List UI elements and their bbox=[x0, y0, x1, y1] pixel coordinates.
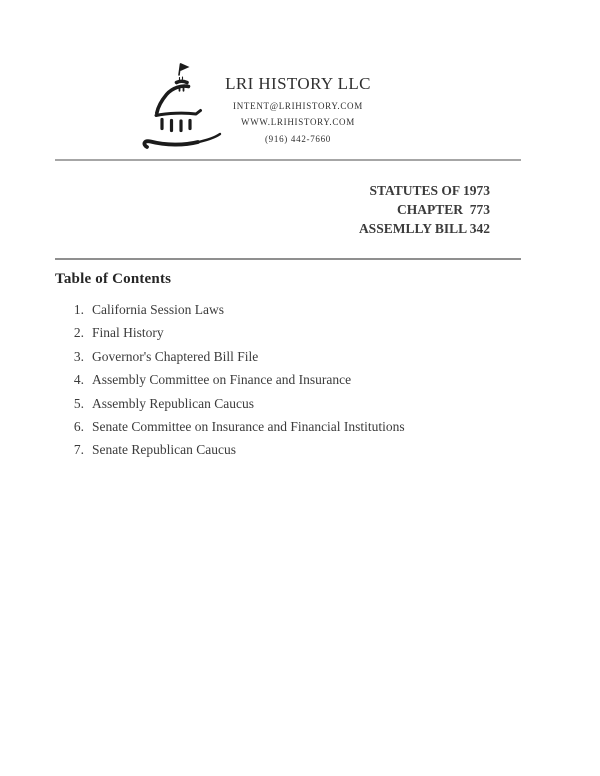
toc-item bbox=[68, 372, 405, 388]
toc-item bbox=[68, 396, 405, 412]
toc-item-number: 4. bbox=[73, 372, 84, 388]
toc-item-number: 5. bbox=[73, 395, 84, 411]
statute-chapter-line: CHAPTER 773 bbox=[396, 202, 490, 217]
toc-item-label: California Session Laws bbox=[92, 302, 224, 317]
toc-item bbox=[68, 302, 405, 318]
toc-list bbox=[68, 302, 405, 466]
letterhead-text bbox=[224, 74, 372, 144]
capitol-dome-logo-icon bbox=[136, 58, 222, 152]
toc-item-number: 1. bbox=[73, 302, 84, 317]
toc-item-label: Final History bbox=[92, 325, 164, 341]
statute-year-line: STATUTES OF 1973 bbox=[369, 183, 490, 198]
toc-item bbox=[68, 325, 405, 341]
contact-phone: (916) 442-7660 bbox=[264, 133, 332, 144]
toc-item-number: 6. bbox=[73, 418, 84, 434]
contact-website: WWW.LRIHISTORY.COM bbox=[241, 117, 355, 127]
toc-item bbox=[68, 419, 405, 435]
toc-item-label: Senate Committee on Insurance and Financial Institutions bbox=[92, 418, 405, 434]
toc-item-number: 7. bbox=[73, 442, 84, 458]
toc-title: Table of Contents bbox=[55, 271, 172, 287]
toc-item bbox=[68, 442, 405, 458]
toc-item bbox=[68, 349, 405, 365]
toc-item-label: Governor's Chaptered Bill File bbox=[92, 348, 259, 364]
toc-item-label: Assembly Republican Caucus bbox=[92, 395, 254, 411]
contact-email: INTENT@LRIHISTORY.COM bbox=[233, 100, 363, 111]
toc-item-number: 3. bbox=[73, 348, 84, 364]
statute-reference-block bbox=[359, 181, 490, 238]
divider-top bbox=[55, 159, 521, 161]
toc-item-label: Senate Republican Caucus bbox=[92, 442, 236, 458]
toc-item-number: 2. bbox=[73, 325, 84, 341]
toc-item-label: Assembly Committee on Finance and Insurance bbox=[92, 372, 352, 388]
statute-bill-line: ASSEMLLY BILL 342 bbox=[358, 221, 490, 236]
divider-bottom bbox=[55, 258, 521, 260]
company-name: LRI HISTORY LLC bbox=[225, 74, 371, 93]
